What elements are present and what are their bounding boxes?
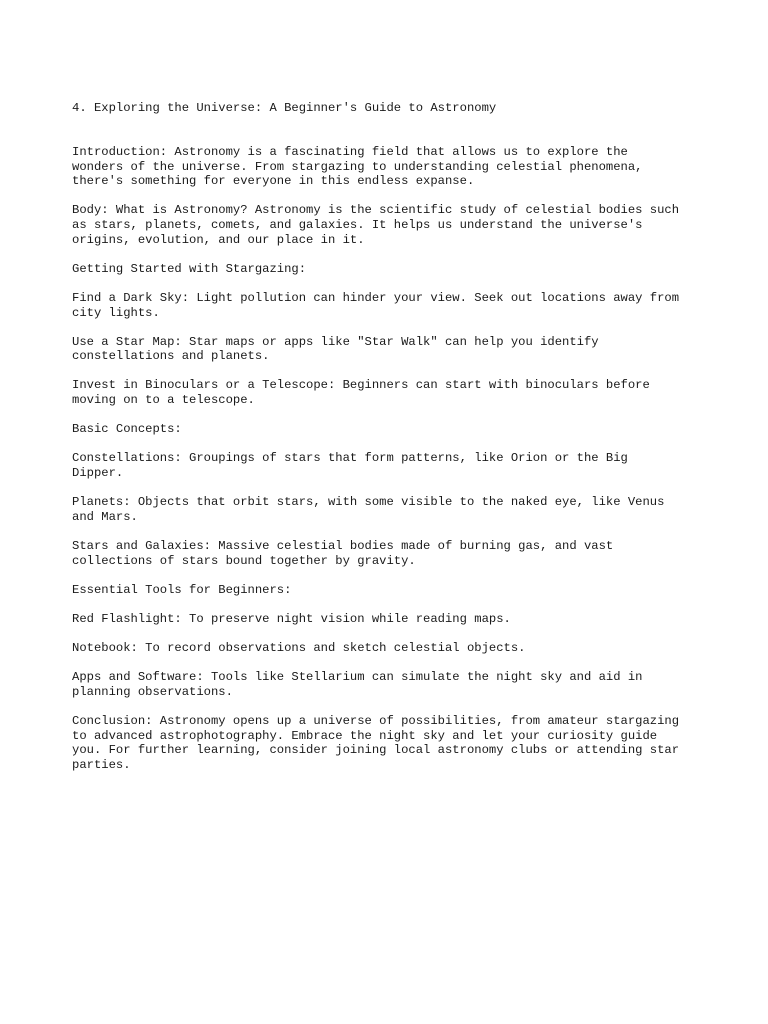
text-line: Getting Started with Stargazing: [72,261,307,276]
paragraph [72,262,702,277]
paragraph [72,612,702,627]
text-line: Apps and Software: Tools like Stellarium can simulate the night sky and aid in [72,670,643,685]
text-line: Stars and Galaxies: Massive celestial bodies made of burning gas, and vast [72,539,614,553]
text-line: Conclusion: Astronomy opens up a universe of possibilities, from amateur stargazing [72,714,680,729]
text-line: to advanced astrophotography. Embrace the night sky and let your curiosity guide [72,728,658,743]
text-line: Introduction: Astronomy is a fascinating field that allows us to explore the [72,144,628,159]
text-line: you. For further learning, consider joining local astronomy clubs or attending star [72,743,680,758]
text-line: as stars, planets, comets, and galaxies. It helps us understand the universe's [72,217,643,232]
text-line: city lights. [72,305,160,320]
paragraph [72,539,702,568]
text-line: Essential Tools for Beginners: [72,582,292,597]
text-line: and Mars. [72,509,138,524]
document-title: 4. Exploring the Universe: A Beginner's Guide to Astronomy [72,101,497,116]
text-line: Planets: Objects that orbit stars, with some visible to the naked eye, like Venus [72,495,665,510]
text-line: planning observations. [72,684,233,699]
paragraph [72,670,702,699]
text-line: collections of stars bound together by gravity. [72,553,416,568]
text-line: origins, evolution, and our place in it. [72,232,365,247]
text-line: Use a Star Map: Star maps or apps like "Star Walk" can help you identify [72,334,599,349]
document-body [72,145,702,773]
text-line: wonders of the universe. From stargazing to understanding celestial phenomena, [72,159,643,174]
paragraph [72,145,702,189]
text-line: Basic Concepts: [72,422,182,437]
text-line: Body: What is Astronomy? Astronomy is the scientific study of celestial bodies such [72,203,680,218]
paragraph [72,495,702,524]
text-line: parties. [72,757,131,772]
text-line: Red Flashlight: To preserve night vision while reading maps. [72,611,511,626]
paragraph [72,203,702,247]
text-line: Invest in Binoculars or a Telescope: Beginners can start with binoculars before [72,378,650,393]
paragraph [72,422,702,437]
text-line: Constellations: Groupings of stars that form patterns, like Orion or the Big [72,451,628,466]
paragraph [72,451,702,480]
text-line: Notebook: To record observations and sketch celestial objects. [72,641,526,656]
text-line: constellations and planets. [72,349,270,364]
text-line: Dipper. [72,466,124,481]
paragraph [72,714,702,772]
paragraph [72,641,702,656]
paragraph [72,335,702,364]
document-page [72,72,702,802]
paragraph [72,291,702,320]
text-line: there's something for everyone in this endless expanse. [72,174,475,189]
paragraph [72,583,702,598]
text-line: moving on to a telescope. [72,393,255,408]
paragraph [72,378,702,407]
text-line: Find a Dark Sky: Light pollution can hinder your view. Seek out locations away from [72,290,680,305]
